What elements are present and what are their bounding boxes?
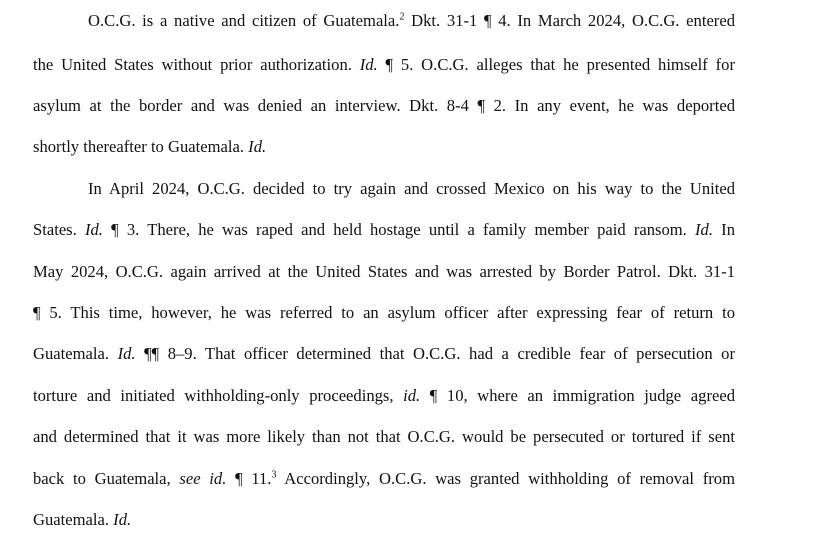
text-line <box>33 55 735 75</box>
text-run: States. <box>33 220 85 239</box>
text-line <box>33 262 735 282</box>
text-run: May 2024, O.C.G. again arrived at the United States and was arrested by Border Patrol. Dkt. 31-1 <box>33 262 735 281</box>
text-run: ¶ 3. There, he was raped and held hostage until a family member paid ransom. <box>102 220 696 239</box>
text-run: shortly thereafter to Guatemala. <box>33 137 249 156</box>
text-run: In <box>713 220 736 239</box>
text-run: torture and initiated withholding-only proceedings, <box>33 386 404 405</box>
citation-text: Id. <box>84 220 103 239</box>
text-run: ¶¶ 8–9. That officer determined that O.C.G. had a credible fear of persecution or <box>135 344 736 363</box>
text-line <box>33 303 735 323</box>
text-line <box>33 96 735 116</box>
text-line <box>33 510 131 530</box>
text-run: In April 2024, O.C.G. decided to try again and crossed Mexico on his way to the United <box>88 179 735 198</box>
text-line <box>88 11 735 31</box>
text-run: Guatemala. <box>33 344 118 363</box>
text-run: Dkt. 31-1 ¶ 4. In March 2024, O.C.G. entered <box>404 11 735 30</box>
text-run: and determined that it was more likely than not that O.C.G. would be persecuted or tortured if sent <box>33 427 735 446</box>
text-run: ¶ 11. <box>226 469 272 488</box>
text-line <box>33 386 735 406</box>
text-run: ¶ 5. O.C.G. alleges that he presented himself for <box>377 55 735 74</box>
footnote-marker: 2 <box>399 11 405 23</box>
citation-text: see id. <box>179 469 227 488</box>
text-run: back to Guatemala, <box>33 469 180 488</box>
citation-text: Id. <box>113 510 132 529</box>
text-line <box>33 427 735 447</box>
text-run: ¶ 5. This time, however, he was referred to an asylum officer after expressing fear of return to <box>33 303 735 322</box>
citation-text: Id. <box>248 137 267 156</box>
citation-text: Id. <box>359 55 378 74</box>
text-line <box>33 469 735 489</box>
text-run: O.C.G. is a native and citizen of Guatemala. <box>88 11 400 30</box>
text-line <box>33 344 735 364</box>
citation-text: Id. <box>695 220 713 239</box>
text-line <box>33 220 735 240</box>
citation-text: id. <box>403 386 421 405</box>
text-line <box>33 137 266 157</box>
text-run: asylum at the border and was denied an interview. Dkt. 8-4 ¶ 2. In any event, he was deported <box>33 96 735 115</box>
text-line <box>88 179 735 199</box>
footnote-marker: 3 <box>271 469 277 481</box>
text-run: Accordingly, O.C.G. was granted withholding of removal from <box>276 469 735 488</box>
text-run: Guatemala. <box>33 510 114 529</box>
text-run: ¶ 10, where an immigration judge agreed <box>420 386 735 405</box>
text-run: the United States without prior authorization. <box>33 55 360 74</box>
citation-text: Id. <box>117 344 136 363</box>
